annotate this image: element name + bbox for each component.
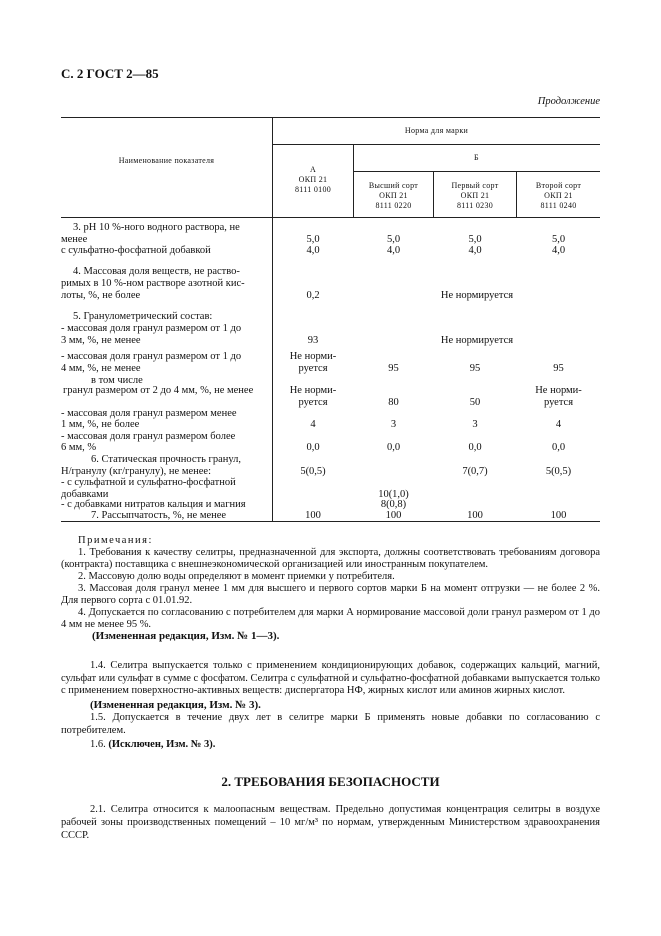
row-label: - с добавками нитратов кальция и магния bbox=[61, 499, 246, 510]
value-b2: 0,0 bbox=[468, 442, 482, 453]
value-b3: руется bbox=[543, 397, 574, 408]
row-label: гранул размером от 2 до 4 мм, %, не менее bbox=[63, 385, 254, 396]
row-label: 6. Статическая прочность гранул, bbox=[91, 454, 242, 465]
b1-code: 8111 0220 bbox=[375, 201, 412, 210]
paragraph-1-6-excluded: (Исключен, Изм. № 3). bbox=[108, 739, 216, 750]
value-b3: 100 bbox=[550, 510, 567, 521]
value-a: 5,0 bbox=[306, 234, 320, 245]
value-b1: 10(1,0) bbox=[378, 489, 409, 500]
value-a: 4 bbox=[310, 419, 316, 430]
value-a: руется bbox=[298, 363, 328, 374]
paragraph-1-6 bbox=[90, 739, 600, 751]
row-label: добавками bbox=[61, 489, 109, 500]
value-b3: 5,0 bbox=[551, 234, 566, 245]
value-b2: 4,0 bbox=[468, 245, 482, 256]
value-b3: 5(0,5) bbox=[545, 466, 572, 477]
value-b1: 4,0 bbox=[386, 245, 401, 256]
continuation-label: Продолжение bbox=[537, 96, 600, 107]
value-a: Не норми- bbox=[289, 351, 337, 362]
b3-grade: Второй сорт bbox=[535, 181, 582, 190]
mark-b-rule bbox=[353, 171, 600, 172]
edit-note-2: (Измененная редакция, Изм. № 3). bbox=[90, 699, 261, 711]
note-4: 4. Допускается по согласованию с потребителем для марки А нормирование массовой доли гранул размером от 1 до 4 мм не менее 95 %. bbox=[61, 607, 600, 630]
value-a: 4,0 bbox=[306, 245, 320, 256]
value-a: 0,2 bbox=[306, 290, 320, 301]
b1-okp: ОКП 21 bbox=[379, 191, 408, 200]
mark-b-header: Б bbox=[474, 153, 479, 162]
b2-grade: Первый сорт bbox=[451, 181, 499, 190]
row-label: 5. Гранулометрический состав: bbox=[73, 311, 213, 322]
mark-a-code: 8111 0100 bbox=[294, 185, 332, 194]
value-not-normed: Не нормируется bbox=[440, 290, 514, 301]
value-b1: 8(0,8) bbox=[380, 499, 407, 510]
b1-grade: Высший сорт bbox=[368, 181, 419, 190]
value-b2: 7(0,7) bbox=[462, 466, 488, 477]
value-b1: 3 bbox=[390, 419, 397, 430]
col-indicator-header: Наименование показателя bbox=[118, 156, 215, 165]
note-3: 3. Массовая доля гранул менее 1 мм для высшего и первого сортов марки Б на момент отгрузки — не более 2 %. Для первого сорта с 01.01.92. bbox=[61, 583, 600, 606]
value-not-normed: Не нормируется bbox=[440, 335, 514, 346]
value-a: 100 bbox=[305, 510, 321, 521]
value-b1: 0,0 bbox=[386, 442, 401, 453]
value-b2: 95 bbox=[469, 363, 481, 374]
mark-a-header: А bbox=[309, 165, 317, 174]
note-1: 1. Требования к качеству селитры, предназначенной для экспорта, должны соответствовать требованиям договора (контракта) поставщика с внешнеэкономической организацией или иностранным покупателем. bbox=[61, 547, 600, 570]
mark-a-okp: ОКП 21 bbox=[298, 175, 328, 184]
row-label: лоты, %, не более bbox=[61, 290, 141, 301]
row-label: 1 мм, %, не более bbox=[61, 419, 140, 430]
row-label: римых в 10 %-ном растворе азотной кис- bbox=[61, 278, 245, 289]
paragraph-1-5: 1.5. Допускается в течение двух лет в селитре марки Б применять новые добавки по согласованию с потребителем. bbox=[61, 712, 600, 736]
row-label: в том числе bbox=[91, 375, 143, 386]
value-a: руется bbox=[298, 397, 328, 408]
row-label: 4. Массовая доля веществ, не раство- bbox=[73, 266, 240, 277]
b2-code: 8111 0230 bbox=[456, 201, 494, 210]
b3-code: 8111 0240 bbox=[540, 201, 577, 210]
value-b1: 5,0 bbox=[386, 234, 401, 245]
b2-okp: ОКП 21 bbox=[460, 191, 490, 200]
paragraph-1-6-number: 1.6. bbox=[90, 739, 106, 750]
value-b1: 100 bbox=[385, 510, 402, 521]
value-b2: 100 bbox=[467, 510, 483, 521]
value-b2: 50 bbox=[469, 397, 481, 408]
value-b3: 4 bbox=[555, 419, 562, 430]
row-label: 4 мм, %, не менее bbox=[61, 363, 141, 374]
row-label: - массовая доля гранул размером от 1 до bbox=[61, 351, 242, 362]
col-norm-header: Норма для марки bbox=[404, 126, 469, 135]
value-b1: 80 bbox=[388, 397, 399, 408]
value-b1: 95 bbox=[388, 363, 399, 374]
row-label: 3. рН 10 %-ного водного раствора, не bbox=[73, 222, 240, 233]
value-a: Не норми- bbox=[289, 385, 337, 396]
value-b2: 3 bbox=[472, 419, 478, 430]
paragraph-2-1: 2.1. Селитра относится к малоопасным веществам. Предельно допустимая концентрация селитры в воздухе рабочей зоны производственных помещений – 10 мг/м³ по нормам, утвержденным Министерством здравоохранения СССР. bbox=[61, 804, 600, 841]
value-b3: 95 bbox=[553, 363, 564, 374]
row-label: - с сульфатной и сульфатно-фосфатной bbox=[61, 477, 236, 488]
row-label: - массовая доля гранул размером менее bbox=[61, 408, 237, 419]
header-bottom-rule bbox=[61, 217, 600, 218]
b3-okp: ОКП 21 bbox=[544, 191, 573, 200]
row-label: 3 мм, %, не менее bbox=[61, 335, 141, 346]
value-b3: Не норми- bbox=[535, 385, 582, 396]
row-label: 6 мм, % bbox=[61, 442, 97, 453]
table-top-rule bbox=[61, 117, 600, 118]
norm-header-rule bbox=[273, 144, 600, 145]
row-label: 7. Рассыпчатость, %, не менее bbox=[91, 510, 227, 521]
row-label: - массовая доля гранул размером более bbox=[61, 431, 236, 442]
section-2-title: 2. ТРЕБОВАНИЯ БЕЗОПАСНОСТИ bbox=[221, 774, 440, 789]
note-2: 2. Массовую долю воды определяют в момент приемки у потребителя. bbox=[78, 571, 395, 582]
value-b3: 0,0 bbox=[551, 442, 566, 453]
row-label: - массовая доля гранул размером от 1 до bbox=[61, 323, 242, 334]
value-a: 5(0,5) bbox=[300, 466, 326, 477]
page-header: С. 2 ГОСТ 2—85 bbox=[61, 66, 159, 81]
value-a: 93 bbox=[307, 335, 319, 346]
paragraph-1-4: 1.4. Селитра выпускается только с применением кондиционирующих добавок, содержащих кальций, магний, сульфат или сульфат в сумме с фосфатом. Селитра с сульфатной и сульфатно-фосфатной добавками выпускается только с применением поверхностно-активных веществ: диспергатора НФ, жирных кислот или аминов жирных кислот. bbox=[61, 660, 600, 696]
notes-title: Примечания: bbox=[78, 535, 153, 546]
value-a: 0,0 bbox=[306, 442, 320, 453]
row-label: менее bbox=[61, 234, 88, 245]
edit-note-1: (Измененная редакция, Изм. № 1—3). bbox=[92, 630, 280, 642]
value-b2: 5,0 bbox=[468, 234, 482, 245]
value-b3: 4,0 bbox=[551, 245, 566, 256]
row-label: Н/гранулу (кг/гранулу), не менее: bbox=[61, 466, 211, 477]
row-label: с сульфатно-фосфатной добавкой bbox=[61, 245, 211, 256]
